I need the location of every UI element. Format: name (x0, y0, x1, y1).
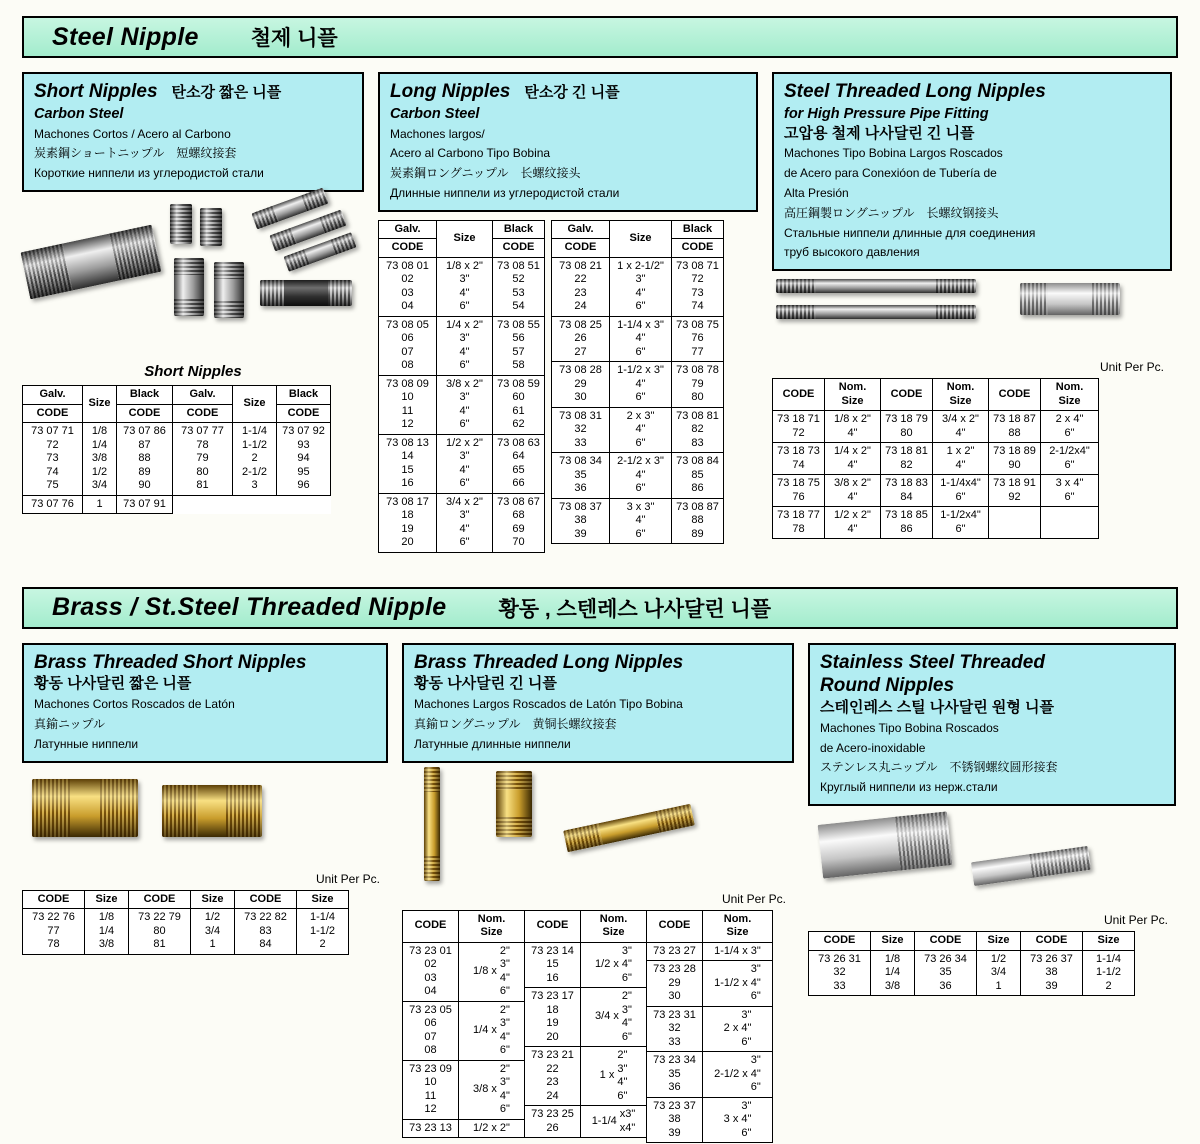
header-line: Machones Tipo Bobina Largos Roscados (784, 146, 1003, 161)
table-row: 73 08 37 38 39 3 x 3" 4" 6" 73 08 87 88 89 (552, 498, 724, 544)
header-line: Carbon Steel (390, 105, 480, 122)
header-line: Стальные ниппели длинные для соединения (784, 225, 1036, 240)
long-nipples-table-right (551, 220, 724, 545)
nipple-image (32, 779, 138, 837)
header-line: Короткие ниппели из углеродистой стали (34, 166, 264, 181)
brass-long-table-1 (402, 910, 525, 1139)
header-line: Длинные ниппели из углеродистой стали (390, 186, 620, 200)
header-line: 황동 나사달린 긴 니플 (414, 675, 557, 693)
banner-steel-nipple (22, 16, 1178, 58)
nipple-image (174, 258, 204, 316)
table-header-row: Galv. Size Black (379, 220, 545, 239)
short-nipples-header (22, 72, 364, 192)
header-line: Acero al Carbono Tipo Bobina (390, 146, 551, 161)
unit-per-pc-label: Unit Per Pc. (721, 891, 786, 906)
table-row: 73 08 17 18 19 20 3/4 x 2" 3" 4" 6" 73 08 67 68 69 70 (379, 493, 545, 552)
nipple-image (424, 767, 440, 881)
unit-per-pc-label: Unit Per Pc. (315, 871, 380, 886)
table-header-row: CODE CODE CODE CODE (23, 404, 331, 423)
table-row: 73 23 01 02 03 04 1/8 x 2" 3" 4" 6" (403, 942, 525, 1001)
data-table (402, 910, 525, 1139)
header-line: Stainless Steel Threaded (820, 651, 1045, 673)
table-row: 73 18 73 74 1/4 x 2" 4" 73 18 81 82 1 x 2" 4" 73 18 89 90 2-1/2x4" 6" (773, 443, 1099, 475)
header-line: Machones Largos Roscados de Latón Tipo Bobina (414, 697, 683, 712)
table-header-row: CODE Nom. Size (403, 910, 525, 942)
table-row: 73 23 17 18 19 20 3/4 x 2" 3" 4" 6" (525, 988, 647, 1047)
table-header-row: Galv. Size Black Galv. Size Black (23, 386, 331, 405)
nipple-image (818, 811, 953, 878)
data-table (22, 890, 349, 955)
header-line: Brass Threaded Short Nipples (34, 651, 307, 673)
banner-title-kr: 철제 니플 (250, 27, 338, 50)
nipple-image (1020, 283, 1120, 315)
table-row: 73 23 21 22 23 24 1 x 2" 3" 4" 6" (525, 1047, 647, 1106)
header-line: 真鍮ロングニップル 黄铜长螺纹接套 (414, 717, 617, 732)
section-short-nipples (22, 72, 364, 514)
bottom-row (22, 643, 1178, 1143)
brass-long-table-2 (524, 910, 647, 1139)
brass-short-photo (22, 763, 388, 869)
steel-threaded-table (772, 378, 1172, 539)
table-header-row: CODE Nom. Size (647, 910, 773, 942)
table-row: 73 07 76 1 73 07 91 (23, 495, 331, 514)
short-nipples-caption: Short Nipples (144, 363, 242, 380)
brass-long-tables (402, 910, 794, 1144)
header-line: Machones largos/ (390, 126, 485, 141)
table-header-row: CODE Size CODE Size CODE Size (23, 890, 349, 909)
long-nipples-tables (378, 220, 758, 553)
nipple-image (776, 305, 976, 319)
steel-threaded-photo (772, 271, 1172, 357)
table-row: 73 08 25 26 27 1-1/4 x 3" 4" 6" 73 08 75 76 77 (552, 316, 724, 362)
table-row: 73 23 05 06 07 08 1/4 x 2" 3" 4" 6" (403, 1001, 525, 1060)
table-row: 73 22 76 77 78 1/8 1/4 3/8 73 22 79 80 81 1/2 3/4 1 73 22 82 83 84 1-1/4 1-1/2 2 (23, 909, 349, 955)
short-nipples-table (22, 385, 364, 514)
table-row: 73 23 31 32 33 2 x 3" 4" 6" (647, 1006, 773, 1052)
data-table (22, 385, 331, 514)
data-table (772, 378, 1099, 539)
long-nipples-table-left (378, 220, 545, 553)
table-row: 73 08 34 35 36 2-1/2 x 3" 4" 6" 73 08 84 85 86 (552, 453, 724, 499)
table-header-row: CODE CODE (552, 239, 724, 258)
table-row: 73 23 28 29 30 1-1/2 x 3" 4" 6" (647, 961, 773, 1007)
table-header-row: CODE Nom. Size CODE Nom. Size CODE Nom. Size (773, 379, 1099, 411)
table-row: 73 08 01 02 03 04 1/8 x 2" 3" 4" 6" 73 08 51 52 53 54 (379, 257, 545, 316)
table-row: 73 08 31 32 33 2 x 3" 4" 6" 73 08 81 82 83 (552, 407, 724, 453)
header-line: Alta Presión (784, 186, 849, 200)
table-row: 73 18 77 78 1/2 x 2" 4" 73 18 85 86 1-1/2x4" 6" (773, 507, 1099, 539)
table-row: 73 08 28 29 30 1-1/2 x 3" 4" 6" 73 08 78 79 80 (552, 362, 724, 408)
stainless-table (808, 931, 1176, 996)
header-line: 炭素鋼ロングニップル 长螺纹接头 (390, 166, 581, 181)
header-line: 황동 나사달린 짧은 니플 (34, 675, 192, 693)
header-line: 스테인레스 스틸 나사달린 원형 니플 (820, 698, 1055, 716)
header-line: Brass Threaded Long Nipples (414, 651, 684, 673)
header-line: de Acero para Conexióon de Tubería de (784, 166, 997, 181)
nipple-image (563, 803, 695, 852)
table-header-row: CODE CODE (379, 239, 545, 258)
short-nipples-photo (22, 192, 364, 360)
header-line: Machones Cortos / Acero al Carbono (34, 126, 231, 141)
header-line: Machones Tipo Bobina Roscados (820, 720, 999, 735)
table-row: 73 18 71 72 1/8 x 2" 4" 73 18 79 80 3/4 x 2" 4" 73 18 87 88 2 x 4" 6" (773, 411, 1099, 443)
nipple-image (214, 262, 244, 318)
section-brass-long-nipples (402, 643, 794, 1143)
header-line: Латунные длинные ниппели (414, 736, 571, 751)
header-line: 真鍮ニップル (34, 717, 106, 732)
header-line: Long Nipples 탄소강 긴 니플 (390, 81, 620, 102)
table-row: 73 23 34 35 36 2-1/2 x 3" 4" 6" (647, 1052, 773, 1098)
nipple-image (20, 225, 161, 300)
table-row: 73 08 21 22 23 24 1 x 2-1/2" 3" 4" 6" 73 08 71 72 73 74 (552, 257, 724, 316)
table-header-row: CODE Nom. Size (525, 910, 647, 942)
data-table (378, 220, 545, 553)
nipple-image (200, 208, 222, 246)
data-table (808, 931, 1135, 996)
header-line: 炭素鋼ショートニップル 短螺纹接套 (34, 146, 237, 161)
table-row: 73 08 09 10 11 12 3/8 x 2" 3" 4" 6" 73 08 59 60 61 62 (379, 375, 545, 434)
section-brass-short-nipples (22, 643, 388, 955)
nipple-image (971, 846, 1091, 886)
brass-short-header (22, 643, 388, 763)
banner-brass-ststeel (22, 587, 1178, 629)
data-table (551, 220, 724, 545)
table-row: 73 23 13 1/2 x 2" (403, 1119, 525, 1138)
nipple-image (170, 204, 192, 244)
table-row: 73 26 31 32 33 1/8 1/4 3/8 73 26 34 35 36 1/2 3/4 1 73 26 37 38 39 1-1/4 1-1/2 2 (809, 950, 1135, 996)
header-line: 고압용 철제 나사달린 긴 니플 (784, 124, 975, 142)
brass-long-table-3 (646, 910, 773, 1144)
header-line: Carbon Steel (34, 105, 124, 122)
data-table (646, 910, 773, 1144)
table-header-row: CODE Size CODE Size CODE Size (809, 932, 1135, 951)
section-stainless-round-nipples (808, 643, 1176, 996)
table-row: 73 08 05 06 07 08 1/4 x 2" 3" 4" 6" 73 08 55 56 57 58 (379, 316, 545, 375)
steel-threaded-header (772, 72, 1172, 271)
header-line: ステンレス丸ニップル 不锈钢螺纹圆形接套 (820, 760, 1058, 775)
header-line: Round Nipples (820, 675, 955, 697)
brass-long-header (402, 643, 794, 763)
header-line: Steel Threaded Long Nipples (784, 81, 1046, 102)
header-line: de Acero-inoxidable (820, 740, 926, 755)
header-line: Латунные ниппели (34, 736, 139, 751)
table-row: 73 23 25 26 1-1/4 x3" x4" (525, 1106, 647, 1138)
section-long-nipples (378, 72, 758, 553)
data-table (524, 910, 647, 1139)
header-line: for High Pressure Pipe Fitting (784, 105, 989, 122)
table-row: 73 23 37 38 39 3 x 3" 4" 6" (647, 1097, 773, 1143)
banner-title-en: Steel Nipple (52, 22, 199, 51)
header-line: Круглый ниппели из нерж.стали (820, 780, 998, 795)
table-row: 73 08 13 14 15 16 1/2 x 2" 3" 4" 6" 73 08 63 64 65 66 (379, 434, 545, 493)
table-row: 73 23 14 15 16 1/2 x 3" 4" 6" (525, 942, 647, 988)
unit-per-pc-label: Unit Per Pc. (1099, 360, 1164, 375)
nipple-image (162, 785, 262, 837)
table-row: 73 23 27 1-1/4 x 3" (647, 942, 773, 961)
top-row (22, 72, 1178, 553)
nipple-image (496, 771, 532, 837)
table-row: 73 23 09 10 11 12 3/8 x 2" 3" 4" 6" (403, 1060, 525, 1119)
nipple-image (260, 280, 352, 306)
header-line: Machones Cortos Roscados de Latón (34, 697, 235, 712)
table-header-row: Galv. Size Black (552, 220, 724, 239)
unit-per-pc-label: Unit Per Pc. (1103, 913, 1168, 928)
banner2-title-kr: 황동 , 스텐레스 나사달린 니플 (498, 597, 772, 621)
table-row: 73 07 71 72 73 74 75 1/8 1/4 3/8 1/2 3/4 73 07 86 87 88 89 90 73 07 77 78 79 80 81 1-1/4 1-1/2 2 2-1/2 3 73 07 92 93 94 95 96 (23, 423, 331, 496)
banner2-title-en: Brass / St.Steel Threaded Nipple (52, 593, 447, 622)
header-line: 高圧鋼製ロングニップル 长螺纹钢接头 (784, 205, 999, 220)
section-steel-threaded-long-nipples (772, 72, 1172, 539)
brass-long-photo (402, 763, 794, 889)
stainless-header (808, 643, 1176, 806)
table-row: 73 18 75 76 3/8 x 2" 4" 73 18 83 84 1-1/4x4" 6" 73 18 91 92 3 x 4" 6" (773, 475, 1099, 507)
header-line: Short Nipples 탄소강 짧은 니플 (34, 81, 282, 102)
brass-short-table (22, 890, 388, 955)
header-line: труб высокого давления (784, 245, 920, 260)
long-nipples-header (378, 72, 758, 212)
nipple-image (776, 279, 976, 293)
stainless-photo (808, 806, 1176, 910)
